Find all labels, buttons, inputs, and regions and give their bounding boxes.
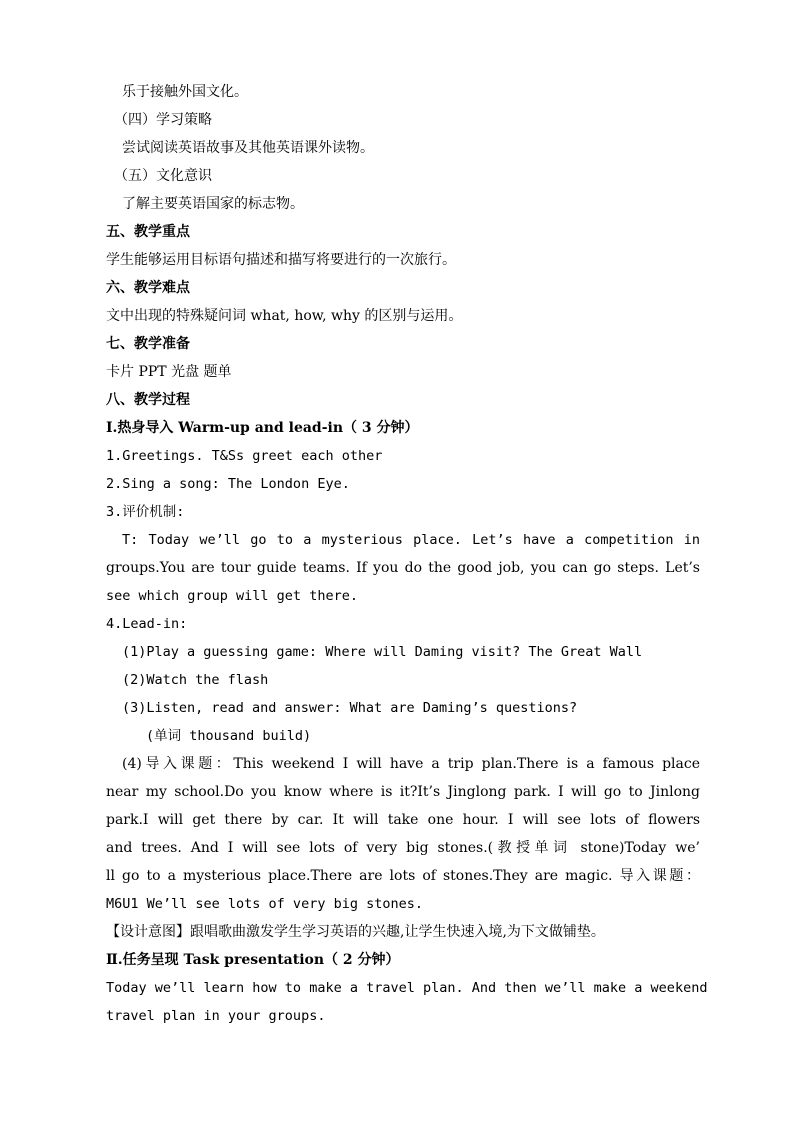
- text-line-song: 2.Sing a song: The London Eye.: [106, 476, 350, 492]
- design-intent-note: 【设计意图】跟唱歌曲激发学生学习英语的兴趣,让学生快速入境,为下文做铺垫。: [106, 924, 605, 940]
- list-item-topic-intro: (4)导入课题：This weekend I will have a trip plan.There is a famous place: [122, 756, 700, 772]
- paragraph-line: see which group will get there.: [106, 588, 358, 604]
- text-line-culture-contact: 乐于接触外国文化。: [122, 84, 248, 100]
- paragraph-line: near my school.Do you know where is it?It’s Jinglong park. I will go to Jinlong: [106, 784, 700, 800]
- list-item-guessing-game: (1)Play a guessing game: Where will Daming visit? The Great Wall: [122, 644, 643, 660]
- text-line-lead-in: 4.Lead-in:: [106, 616, 188, 632]
- text-line-difficulties: 文中出现的特殊疑问词 what, how, why 的区别与运用。: [106, 308, 463, 324]
- paragraph-line: groups.You are tour guide teams. If you do the good job, you can go steps. Let’s: [106, 560, 700, 576]
- text-line-preparation: 卡片 PPT 光盘 题单: [106, 364, 232, 380]
- heading-learning-strategy: （四）学习策略: [114, 112, 212, 128]
- subheading-task-presentation: Ⅱ.任务呈现 Task presentation（ 2 分钟）: [106, 952, 400, 968]
- paragraph-line: ll go to a mysterious place.There are lots of stones.They are magic. 导入课题：: [106, 868, 700, 884]
- text-line-landmarks: 了解主要英语国家的标志物。: [122, 196, 304, 212]
- text-line-evaluation: 3.评价机制:: [106, 504, 185, 520]
- section-heading-process: 八、教学过程: [106, 392, 190, 408]
- paragraph-line: and trees. And I will see lots of very big stones.(教授单词 stone)Today we’: [106, 840, 700, 856]
- text-line-reading: 尝试阅读英语故事及其他英语课外读物。: [122, 140, 374, 156]
- heading-cultural-awareness: （五）文化意识: [114, 168, 212, 184]
- text-line-key-points: 学生能够运用目标语句描述和描写将要进行的一次旅行。: [106, 252, 456, 268]
- text-line-greetings: 1.Greetings. T&Ss greet each other: [106, 448, 383, 464]
- text-line-vocabulary: (单词 thousand build): [146, 728, 312, 744]
- section-heading-key-points: 五、教学重点: [106, 224, 190, 240]
- list-item-listen-read: (3)Listen, read and answer: What are Daming’s questions?: [122, 700, 578, 716]
- paragraph-line: M6U1 We’ll see lots of very big stones.: [106, 896, 423, 912]
- paragraph-line: park.I will get there by car. It will take one hour. I will see lots of flowers: [106, 812, 700, 828]
- paragraph-line: Today we’ll learn how to make a travel plan. And then we’ll make a weekend: [106, 980, 708, 996]
- paragraph-line: T: Today we’ll go to a mysterious place. Let’s have a competition in: [122, 532, 700, 548]
- section-heading-difficulties: 六、教学难点: [106, 280, 190, 296]
- list-item-watch-flash: (2)Watch the flash: [122, 672, 269, 688]
- subheading-warm-up: Ⅰ.热身导入 Warm-up and lead-in（ 3 分钟）: [106, 420, 419, 436]
- section-heading-preparation: 七、教学准备: [106, 336, 190, 352]
- paragraph-line: travel plan in your groups.: [106, 1008, 326, 1024]
